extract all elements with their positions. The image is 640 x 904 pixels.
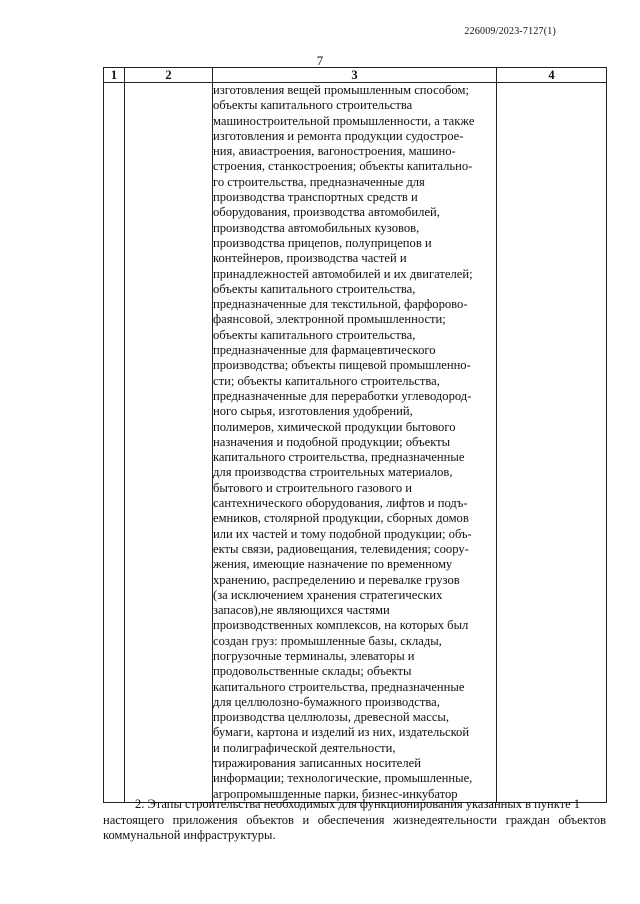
text-line: принадлежностей автомобилей и их двигателей; — [213, 266, 473, 281]
cell-col-2 — [125, 83, 213, 803]
text-line: производства транспортных средств и — [213, 190, 418, 205]
text-line: и полиграфической деятельности, — [213, 740, 396, 755]
text-line: создан груз: промышленные базы, склады, — [213, 633, 442, 648]
text-line: изготовления вещей промышленным способом; — [213, 83, 469, 97]
text-line: изготовления и ремонта продукции судострое- — [213, 128, 464, 143]
text-line: хранению, распределению и перевалке грузов — [213, 572, 460, 587]
text-line: ного сырья, изготовления удобрений, — [213, 404, 413, 419]
cell-col-1 — [104, 83, 125, 803]
document-table — [103, 67, 607, 803]
text-line: производства; объекты пищевой промышленно- — [213, 358, 471, 373]
text-line: запасов),не являющихся частями — [213, 603, 390, 618]
text-line: агропромышленные парки, бизнес-инкубатор — [213, 786, 458, 801]
column-header-4: 4 — [497, 68, 607, 83]
column-header-1: 1 — [104, 68, 125, 83]
text-line: предназначенные для текстильной, фарфорово- — [213, 297, 468, 312]
text-line: объекты капитального строительства, — [213, 327, 416, 342]
text-line: бумаги, картона и изделий из них, издательской — [213, 725, 470, 740]
table-row — [104, 83, 607, 803]
text-line: производства автомобильных кузовов, — [213, 220, 420, 235]
text-line: капитального строительства, предназначенные — [213, 679, 465, 694]
document-id: 226009/2023-7127(1) — [464, 26, 556, 37]
text-line: для производства строительных материалов, — [213, 465, 453, 480]
text-line: бытового и строительного газового и — [213, 480, 413, 495]
column-header-2: 2 — [125, 68, 213, 83]
text-line: го строительства, предназначенные для — [213, 174, 425, 189]
text-line: (за исключением хранения стратегических — [213, 587, 443, 602]
text-line: фаянсовой, электронной промышленности; — [213, 312, 446, 327]
text-line: информации; технологические, промышленные, — [213, 771, 473, 786]
text-line: производства прицепов, полуприцепов и — [213, 235, 432, 250]
text-line: назначения и подобной продукции; объекты — [213, 434, 451, 449]
page-number: 7 — [316, 53, 324, 68]
text-line: контейнеров, производства частей и — [213, 251, 407, 266]
text-line: предназначенные для переработки углеводород- — [213, 388, 472, 403]
text-line: машиностроительной промышленности, а также — [213, 113, 475, 128]
text-line: или их частей и тому подобной продукции; объ- — [213, 526, 472, 541]
cell-col-3 — [213, 83, 497, 803]
table-header-row — [104, 68, 607, 83]
text-line: капитального строительства, предназначенные — [213, 450, 465, 465]
text-line: сантехнического оборудования, лифтов и подъ- — [213, 496, 468, 511]
paragraph-first-line: 2. Этапы строительства необходимых для функционирования указанных в пункте 1 — [135, 797, 581, 811]
text-line: продовольственные склады; объекты — [213, 664, 412, 679]
text-line: объекты капитального строительства — [213, 98, 413, 113]
text-line: строения, станкостроения; объекты капитально- — [213, 159, 473, 174]
text-line: объекты капитального строительства, — [213, 281, 416, 296]
text-line: для целлюлозно-бумажного производства, — [213, 694, 440, 709]
text-line: погрузочные терминалы, элеваторы и — [213, 648, 415, 663]
text-line: производственных комплексов, на которых был — [213, 618, 469, 633]
column-header-3: 3 — [213, 68, 497, 83]
text-line: оборудования, производства автомобилей, — [213, 205, 440, 220]
text-line: полимеров, химической продукции бытового — [213, 419, 456, 434]
paragraph-continuation: настоящего приложения объектов и обеспечения жизнедеятельности граждан объектов коммунальной инфраструктуры. — [103, 812, 606, 842]
text-line: сти; объекты капитального строительства, — [213, 373, 440, 388]
cell-col-4 — [497, 83, 607, 803]
text-line: производства целлюлозы, древесной массы, — [213, 710, 450, 725]
text-line: жения, имеющие назначение по временному — [213, 557, 453, 572]
text-line: предназначенные для фармацевтического — [213, 343, 436, 358]
text-line: тиражирования записанных носителей — [213, 756, 421, 771]
text-line: емников, столярной продукции, сборных домов — [213, 511, 469, 526]
text-line: ния, авиастроения, вагоностроения, машино- — [213, 144, 456, 159]
paragraph-item-2 — [103, 797, 606, 844]
text-line: екты связи, радиовещания, телевидения; соору- — [213, 541, 469, 556]
